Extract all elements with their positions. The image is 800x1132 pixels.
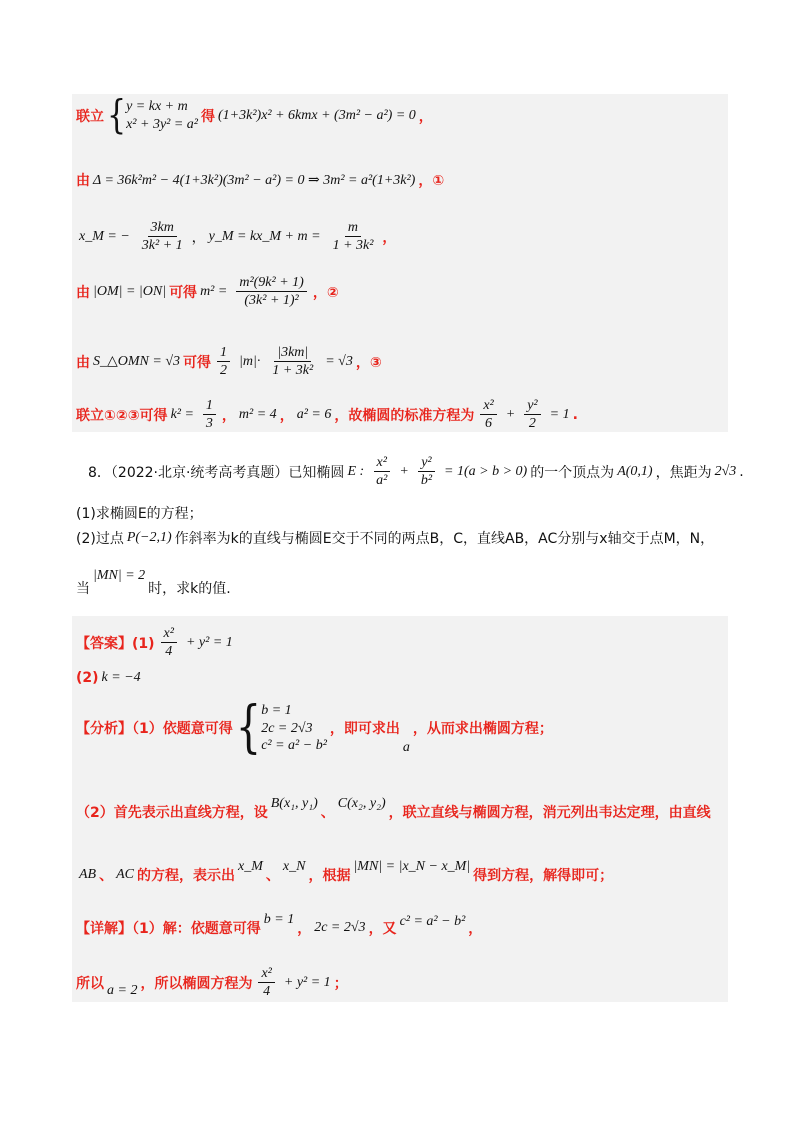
equals-one: = 1 xyxy=(549,406,570,422)
period: . xyxy=(739,463,744,480)
final-x-num: x² xyxy=(258,966,274,983)
detail-line-2 xyxy=(76,966,348,1000)
equation-system: { y = kx + m x² + 3y² = a² xyxy=(107,92,199,138)
km-den: 1 + 3k² xyxy=(272,363,314,379)
ex-num: x² xyxy=(374,455,390,472)
b-eq-1: b = 1 xyxy=(263,912,295,927)
plus: + xyxy=(505,406,516,422)
label-kede: 可得 xyxy=(169,284,198,301)
m2-num: m²(9k² + 1) xyxy=(236,275,307,292)
k2-fraction xyxy=(200,398,219,432)
analysis-mid: ，即可求出 xyxy=(329,721,400,738)
label-you: 由 xyxy=(76,284,90,301)
mn-condition: |MN| = 2 xyxy=(93,568,146,583)
k2-num: 1 xyxy=(203,398,216,415)
m2-value: m² = 4 xyxy=(238,406,277,422)
focal-length: 2√3 xyxy=(714,463,737,479)
ans1-rest: + y² = 1 xyxy=(185,634,233,650)
ym-num: m xyxy=(345,220,361,237)
part2b-head: 当 xyxy=(76,581,90,597)
xm-lhs: x_M = − xyxy=(79,228,130,244)
solve-line-system xyxy=(76,92,433,138)
ey-den: b² xyxy=(420,473,433,489)
area-expr: S_△OMN = √3 xyxy=(93,354,181,370)
om-on-expr: |OM| = |ON| xyxy=(93,283,167,299)
comma: ， xyxy=(297,921,312,937)
analysis-line-3 xyxy=(76,859,614,885)
point-c: C(x₂, y₂) xyxy=(337,796,386,811)
label-standard-eq: ，故椭圆的标准方程为 xyxy=(334,407,475,424)
a3-mid: 的方程，表示出 xyxy=(137,868,235,884)
xm-den: 3k² + 1 xyxy=(141,238,183,254)
sep: 、 xyxy=(265,868,280,884)
ellipse-e: E : xyxy=(347,463,365,479)
analysis-line-1 xyxy=(76,696,553,761)
label-you: 由 xyxy=(76,173,90,189)
analysis-label: 【分析】（1）依题意可得 xyxy=(76,721,233,738)
area-line xyxy=(76,345,382,379)
conclusion-line xyxy=(76,398,578,432)
xm: x_M xyxy=(238,859,263,874)
midpoint-line xyxy=(76,220,396,254)
question-mid2: ，焦距为 xyxy=(655,464,712,481)
var-a: a xyxy=(402,740,410,756)
label-you: ，又 xyxy=(368,921,397,937)
ans-x-den: 4 xyxy=(165,644,173,660)
sys-row-2: 2c = 2√3 xyxy=(261,720,313,736)
part1-text: (1)求椭圆E的方程； xyxy=(76,506,203,522)
detail-label: 【详解】（1）解：依题意可得 xyxy=(76,921,261,937)
ym-fraction xyxy=(327,220,380,254)
mn-abs-condition: |MN| = |x_N − x_M| xyxy=(353,859,471,874)
std-x-num: x² xyxy=(480,398,496,415)
line-ab: AB xyxy=(79,867,97,882)
comma: ， xyxy=(279,407,294,424)
a2-head: （2）首先表示出直线方程，设 xyxy=(76,805,268,821)
ym-lhs: y_M = kx_M + m = xyxy=(208,228,321,244)
label-lianli-123: 联立①②③可得 xyxy=(76,407,168,424)
question-8-line xyxy=(88,455,744,489)
half-num: 1 xyxy=(217,345,230,362)
comma: ， xyxy=(468,921,483,937)
semicolon: ； xyxy=(333,975,348,992)
k2-lhs: k² = xyxy=(170,406,194,422)
question-part-1 xyxy=(76,503,203,523)
answer-x-fraction xyxy=(158,626,180,660)
sqrt3: = √3 xyxy=(325,353,353,369)
xn: x_N xyxy=(282,859,306,874)
half-fraction xyxy=(214,345,233,379)
label-de: 得 xyxy=(201,108,216,125)
detail-line-1 xyxy=(76,912,483,938)
point-p: P(−2,1) xyxy=(126,530,172,545)
std-y-num: y² xyxy=(524,398,540,415)
km-num: |3km| xyxy=(274,345,311,362)
system-row-1: y = kx + m xyxy=(126,99,188,114)
period: . xyxy=(572,406,578,423)
final-rest: + y² = 1 xyxy=(283,974,331,990)
sep: 、 xyxy=(320,805,335,821)
ans2-expr: k = −4 xyxy=(101,670,141,685)
marker-3: ，③ xyxy=(355,354,382,371)
part2b-tail: 时，求k的值. xyxy=(148,581,231,597)
answer-label: 【答案】(1) xyxy=(76,635,155,652)
vertex-a: A(0,1) xyxy=(617,463,653,479)
part2-rest: 作斜率为k的直线与椭圆E交于不同的两点B，C，直线AB，AC分别与x轴交于点M，N， xyxy=(174,531,715,547)
part2-text: (2)过点 xyxy=(76,531,124,547)
sys-row-1: b = 1 xyxy=(261,703,292,718)
m2-den: (3k² + 1)² xyxy=(244,293,299,309)
comma: ， xyxy=(382,229,397,246)
discriminant-line xyxy=(76,170,444,190)
m2-fraction xyxy=(233,275,310,309)
label-kede: 可得 xyxy=(183,354,212,371)
ex-den: a² xyxy=(376,473,388,489)
ellipse-rhs: = 1(a > b > 0) xyxy=(444,463,528,479)
marker-2: ，② xyxy=(312,284,339,301)
xm-num: 3km xyxy=(148,220,177,237)
k2-den: 3 xyxy=(205,416,213,432)
std-y-fraction xyxy=(521,398,543,432)
sep: ， xyxy=(191,229,206,246)
std-x-den: 6 xyxy=(485,416,493,432)
label-you: 由 xyxy=(76,354,90,371)
plus: + xyxy=(399,463,409,479)
a-eq-2: a = 2 xyxy=(107,982,138,998)
sep: 、 xyxy=(99,868,114,884)
a2-tail: ，联立直线与椭圆方程，消元列出韦达定理，由直线 xyxy=(388,805,711,821)
analysis-system: { b = 1 2c = 2√3 c² = a² − b² xyxy=(235,696,327,761)
discriminant-expr: Δ = 36k²m² − 4(1+3k²)(3m² − a²) = 0 ⇒ 3m² = a²(1+3k²) xyxy=(93,172,416,188)
a3-mid2: ，根据 xyxy=(308,868,351,884)
comma: ， xyxy=(418,108,433,125)
line-ac: AC xyxy=(116,867,134,882)
analysis-line-2 xyxy=(76,796,711,822)
question-part-2 xyxy=(76,528,714,548)
marker-1: ，① xyxy=(418,173,445,189)
xm-fraction xyxy=(136,220,189,254)
km-fraction xyxy=(266,345,319,379)
label-lianli: 联立 xyxy=(76,108,104,125)
question-mid: 的一个顶点为 xyxy=(530,464,615,481)
abs-m: |m|· xyxy=(239,353,261,369)
point-b: B(x₁, y₁) xyxy=(270,796,318,811)
std-y-den: 2 xyxy=(528,416,536,432)
solution-panel-top xyxy=(72,94,728,432)
half-den: 2 xyxy=(220,363,228,379)
system-row-2: x² + 3y² = a² xyxy=(126,116,199,132)
ellipse-y-fraction xyxy=(415,455,438,489)
ans2-label: (2) xyxy=(76,670,99,686)
answer-1-line xyxy=(76,626,236,660)
label-suoyi: 所以 xyxy=(76,975,104,992)
a2-value: a² = 6 xyxy=(296,406,332,422)
ans-x-num: x² xyxy=(161,626,177,643)
question-head: 8．（2022·北京·统考高考真题）已知椭圆 xyxy=(88,464,345,481)
c2-eq: c² = a² − b² xyxy=(399,914,466,929)
om-on-line xyxy=(76,275,339,309)
quadratic-equation: (1+3k²)x² + 6kmx + (3m² − a²) = 0 xyxy=(218,107,416,123)
ym-den: 1 + 3k² xyxy=(332,238,374,254)
comma: ， xyxy=(221,407,236,424)
answer-2-line xyxy=(76,670,144,686)
ey-num: y² xyxy=(418,455,434,472)
final-x-den: 4 xyxy=(263,984,271,1000)
question-part-2b xyxy=(76,568,231,598)
std-x-fraction xyxy=(477,398,499,432)
final-x-fraction xyxy=(255,966,277,1000)
analysis-tail: ，从而求出椭圆方程； xyxy=(412,721,553,738)
c-eq: 2c = 2√3 xyxy=(314,920,366,935)
ellipse-x-fraction xyxy=(370,455,393,489)
last-mid: ，所以椭圆方程为 xyxy=(140,975,253,992)
m2-lhs: m² = xyxy=(200,283,228,299)
sys-row-3: c² = a² − b² xyxy=(261,738,327,753)
a3-tail: 得到方程，解得即可； xyxy=(473,868,614,884)
